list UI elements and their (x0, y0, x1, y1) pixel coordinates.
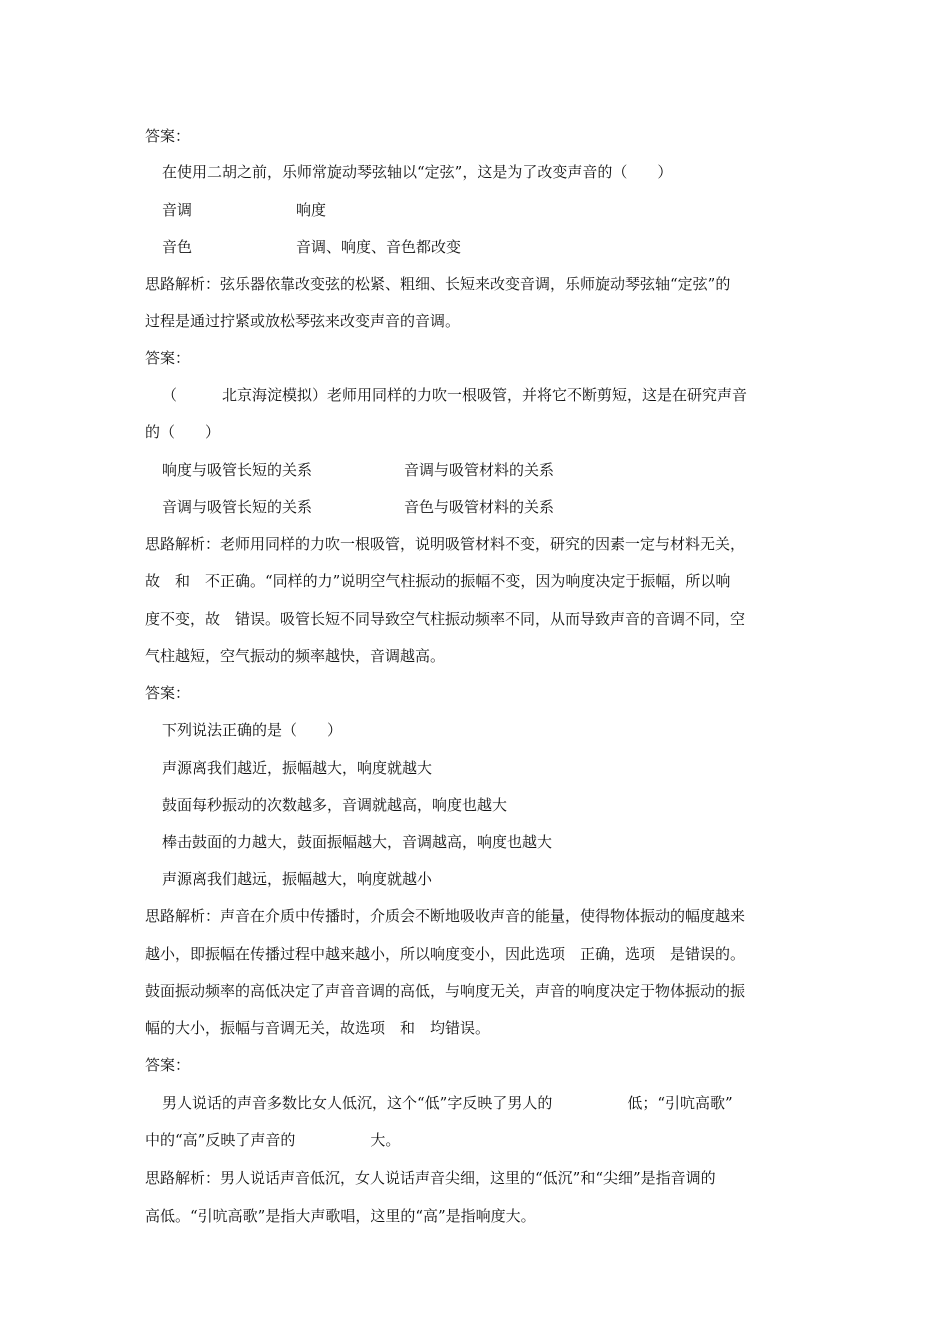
analysis-text: 度不变，故 错误。吸管长短不同导致空气柱振动频率不同，从而导致声音的音调不同，空 (145, 610, 746, 628)
question-text: （ 北京海淀模拟）老师用同样的力吹一根吸管，并将它不断剪短，这是在研究声音 (162, 386, 748, 404)
analysis-text: 越小，即振幅在传播过程中越来越小，所以响度变小，因此选项 正确，选项 是错误的。 (145, 945, 746, 963)
analysis-text: 高低。“引吭高歌”是指大声歌唱，这里的“高”是指响度大。 (145, 1207, 536, 1225)
option-d: 音调、响度、音色都改变 (296, 238, 462, 256)
option-a: 声源离我们越近，振幅越大，响度就越大 (162, 759, 433, 777)
question-text: 的（ ） (145, 423, 221, 441)
option-b: 音调与吸管材料的关系 (404, 461, 555, 479)
analysis-text: 思路解析：弦乐器依靠改变弦的松紧、粗细、长短来改变音调，乐师旋动琴弦轴“定弦”的 (145, 275, 731, 293)
answer-label: 答案： (145, 127, 191, 145)
analysis-text: 鼓面振动频率的高低决定了声音音调的高低，与响度无关，声音的响度决定于物体振动的振 (145, 982, 746, 1000)
question-text: 男人说话的声音多数比女人低沉，这个“低”字反映了男人的 低；“引吭高歌” (162, 1094, 733, 1112)
answer-label: 答案： (145, 684, 191, 702)
analysis-text: 思路解析：老师用同样的力吹一根吸管，说明吸管材料不变，研究的因素一定与材料无关， (145, 535, 746, 553)
option-a: 音调 (162, 201, 193, 219)
option-d: 声源离我们越远，振幅越大，响度就越小 (162, 870, 433, 888)
answer-label: 答案： (145, 349, 191, 367)
analysis-text: 思路解析：声音在介质中传播时，介质会不断地吸收声音的能量，使得物体振动的幅度越来 (145, 907, 746, 925)
option-c: 音调与吸管长短的关系 (162, 498, 313, 516)
question-text: 中的“高”反映了声音的 大。 (145, 1131, 401, 1149)
question-text: 下列说法正确的是（ ） (162, 721, 343, 739)
analysis-text: 思路解析：男人说话声音低沉，女人说话声音尖细，这里的“低沉”和“尖细”是指音调的 (145, 1169, 716, 1187)
option-a: 响度与吸管长短的关系 (162, 461, 313, 479)
option-b: 响度 (296, 201, 327, 219)
option-d: 音色与吸管材料的关系 (404, 498, 555, 516)
option-c: 棒击鼓面的力越大，鼓面振幅越大，音调越高，响度也越大 (162, 833, 553, 851)
question-text: 在使用二胡之前，乐师常旋动琴弦轴以“定弦”，这是为了改变声音的（ ） (162, 163, 673, 181)
option-c: 音色 (162, 238, 193, 256)
analysis-text: 故 和 不正确。“同样的力”说明空气柱振动的振幅不变，因为响度决定于振幅，所以响 (145, 572, 731, 590)
analysis-text: 过程是通过拧紧或放松琴弦来改变声音的音调。 (145, 312, 461, 330)
option-b: 鼓面每秒振动的次数越多，音调就越高，响度也越大 (162, 796, 508, 814)
analysis-text: 气柱越短，空气振动的频率越快，音调越高。 (145, 647, 446, 665)
answer-label: 答案： (145, 1056, 191, 1074)
analysis-text: 幅的大小，振幅与音调无关，故选项 和 均错误。 (145, 1019, 491, 1037)
